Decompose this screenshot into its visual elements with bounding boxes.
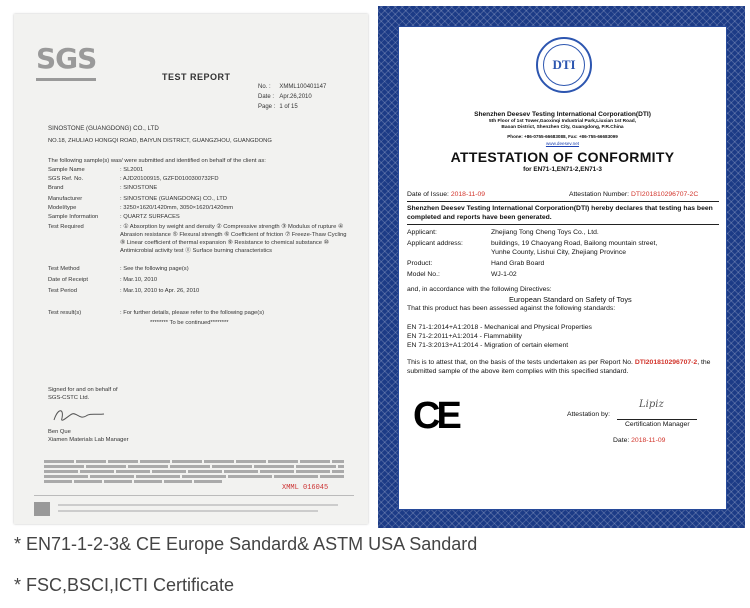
meta-value: 1 of 15: [279, 104, 298, 110]
field-row: [48, 287, 348, 295]
report-number: DTI201810296707-2: [634, 359, 698, 366]
directives-intro: and, in accordance with the following Directives:: [407, 286, 552, 293]
field-row: [48, 309, 348, 317]
ce-mark: CE: [413, 395, 458, 437]
field-value: : 3250×1620/1420mm, 3050×1620/1420mm: [120, 205, 234, 211]
info-key: Model No.:: [407, 271, 440, 278]
sign-date: [613, 437, 665, 444]
field-key: Test Period: [48, 288, 77, 294]
certificate-page: [398, 26, 727, 510]
attestation-statement: [407, 359, 719, 376]
directive-name: European Standard on Safety of Toys: [509, 295, 632, 304]
info-value: buildings, 19 Chaoyang Road, Bailong mountain street, Yunhe County, Lishui City, Zhejiang Province: [491, 240, 658, 256]
client-company: SINOSTONE (GUANGDONG) CO., LTD: [48, 125, 159, 132]
attested-by-label: Attestation by:: [567, 411, 611, 418]
info-row: [407, 271, 719, 278]
manager-title: Certification Manager: [625, 421, 690, 428]
declaration: Shenzhen Deesev Testing International Corporation(DTI) hereby declares that testing has been completed and reports have been generated.: [407, 205, 713, 221]
certificate-subtitle: for EN71-1,EN71-2,EN71-3: [523, 166, 602, 173]
fineprint-line: [44, 470, 344, 473]
attestation-number-value: DTI201810296707-2C: [630, 191, 699, 198]
issuer-name: Shenzhen Deesev Testing International Corporation(DTI): [474, 111, 651, 118]
field-key: Test result(s): [48, 310, 82, 316]
signed-line: Signed for and on behalf of: [48, 387, 118, 393]
issuer-address-1: 5th Floor of 1st Tower,Gaoxinqi Industrial Park,Liuxian 1st Road,: [488, 119, 637, 124]
info-key: Applicant address:: [407, 240, 463, 247]
field-key: Sample Information: [48, 214, 99, 220]
issuer-address-2: Baoan District, Shenzhen City, Guangdong, P.R.China: [501, 125, 624, 130]
footer-logo-icon: [34, 502, 50, 516]
footer-rule: [58, 504, 338, 506]
field-value: : See the following page(s): [120, 266, 189, 272]
meta-key: Date :: [258, 94, 275, 100]
issuer-phone: Phone: +86-0755-66683088, Fax: +86-755-66683099: [507, 134, 618, 139]
sgs-logo-text: SGS: [36, 42, 97, 75]
caption-line: * FSC,BSCI,ICTI Certificate: [14, 575, 235, 595]
client-address: NO.18, ZHULIAO HONGQI ROAD, BAIYUN DISTRICT, GUANGZHOU, GUANGDONG: [48, 138, 272, 144]
fineprint-line: [44, 465, 344, 468]
standard-item: EN 71-2:2011+A1:2014 - Flammability: [407, 333, 522, 340]
field-row: [48, 166, 348, 174]
standard-item: EN 71-3:2013+A1:2014 - Migration of certain element: [407, 342, 569, 349]
divider: [407, 224, 719, 225]
fineprint-line: [44, 475, 344, 478]
field-key: Test Required: [48, 224, 84, 230]
standards-list: [407, 323, 592, 350]
field-key: Sample Name: [48, 167, 85, 173]
standard-item: EN 71-1:2014+A1:2018 - Mechanical and Physical Properties: [407, 324, 592, 331]
standards-intro: That this product has been assessed against the following standards:: [407, 305, 616, 312]
sgs-footer-bar: [34, 495, 354, 520]
field-key: Model/type: [48, 205, 77, 211]
stamp-number: XMML 016045: [282, 484, 329, 492]
report-title: TEST REPORT: [162, 72, 231, 82]
field-row: [48, 184, 348, 192]
sign-date-label: Date:: [613, 437, 630, 444]
field-value: : SINOSTONE (GUANGDONG) CO., LTD: [120, 196, 228, 202]
field-row: [48, 276, 348, 284]
field-row: [48, 265, 348, 273]
info-value: Hand Grab Board: [491, 260, 545, 267]
meta-row: [258, 102, 330, 112]
sgs-test-report: [14, 14, 368, 524]
sgs-signature: [50, 406, 110, 426]
signer-block: [48, 428, 129, 444]
field-row: [48, 213, 348, 221]
fineprint-line: [44, 460, 344, 463]
dti-seal-icon: [536, 37, 592, 93]
report-intro: The following sample(s) was/ were submitted and identified on behalf of the client as:: [48, 158, 266, 164]
footer-rule: [58, 510, 318, 512]
field-row: [48, 223, 348, 255]
meta-row: [258, 82, 330, 92]
field-key: Date of Receipt: [48, 277, 88, 283]
field-key: Test Method: [48, 266, 80, 272]
caption-line: * EN71-1-2-3& CE Europe Sandard& ASTM USA Sandard: [14, 534, 478, 554]
info-key: Product:: [407, 260, 433, 267]
seal-text: DTI: [552, 57, 576, 72]
attestation-text-1: This is to attest that, on the basis of the tests undertaken as per Report No.: [407, 359, 633, 366]
info-value: WJ-1-02: [491, 271, 517, 278]
certificate-title: ATTESTATION OF CONFORMITY: [450, 149, 675, 165]
dti-certificate: [378, 6, 745, 528]
field-row: [48, 204, 348, 212]
field-value: : For further details, please refer to the following page(s): [120, 310, 265, 316]
field-value: : QUARTZ SURFACES: [120, 214, 180, 220]
field-value: : SL2001: [120, 167, 144, 173]
field-key: Manufacturer: [48, 196, 83, 202]
field-value: : ① Absorption by weight and density ② Compressive strength ③ Modulus of rupture ④ Abrasion resistance ⑤ Flexural strength ⑥ Coefficient of friction ⑦ Freeze-Thaw Cycling ⑧ Linear coefficient of thermal expansion ⑨ Resistance to chemical substance ⑩ Antimicrobial activity test ⑪ Surface burning characteristics: [120, 224, 347, 254]
field-value: : SINOSTONE: [120, 185, 158, 191]
divider: [407, 201, 719, 202]
sign-date-value: 2018-11-09: [631, 437, 666, 444]
issue-date-label: Date of Issue:: [407, 191, 449, 198]
info-row: [407, 229, 719, 236]
info-value: Zhejiang Tong Cheng Toys Co., Ltd.: [491, 229, 599, 236]
attestation-number-label: Attestation Number:: [569, 191, 630, 198]
field-key: SGS Ref. No.: [48, 176, 84, 182]
fineprint-line: [44, 480, 224, 483]
to-be-continued: ******** To be continued********: [150, 320, 229, 326]
meta-value: XMML100401147: [279, 84, 327, 90]
info-row: [407, 260, 719, 267]
signer-name: Ben Que: [48, 429, 71, 435]
meta-key: No. :: [258, 84, 271, 90]
field-value: : Mar.10, 2010 to Apr. 26, 2010: [120, 288, 200, 294]
field-row: [48, 195, 348, 203]
signed-org: SGS-CSTC Ltd.: [48, 395, 90, 401]
field-value: : AJD20100915, GZFD0100300732FD: [120, 176, 219, 182]
sgs-logo-bar: [36, 78, 96, 81]
attestation-number: [569, 191, 698, 198]
signed-block: [48, 386, 118, 402]
attestation-text-2: , the submitted sample of the above item complies with this specified standard.: [407, 359, 711, 375]
meta-row: [258, 92, 330, 102]
field-value: : Mar.10, 2010: [120, 277, 158, 283]
issue-date-value: 2018-11-09: [450, 191, 486, 198]
issuer-website: www.deesev.net: [545, 141, 580, 146]
info-row: [407, 240, 719, 257]
meta-key: Page :: [258, 104, 276, 110]
signer-title: Xiamen Materials Lab Manager: [48, 437, 129, 443]
issue-date: [407, 191, 485, 198]
info-key: Applicant:: [407, 229, 437, 236]
report-meta: [258, 82, 330, 112]
meta-value: Apr.26,2010: [279, 94, 312, 100]
manager-signature: Lipiz: [639, 399, 664, 410]
field-key: Brand: [48, 185, 64, 191]
signature-line: [617, 419, 697, 420]
field-row: [48, 175, 348, 183]
sgs-logo: [36, 42, 96, 82]
